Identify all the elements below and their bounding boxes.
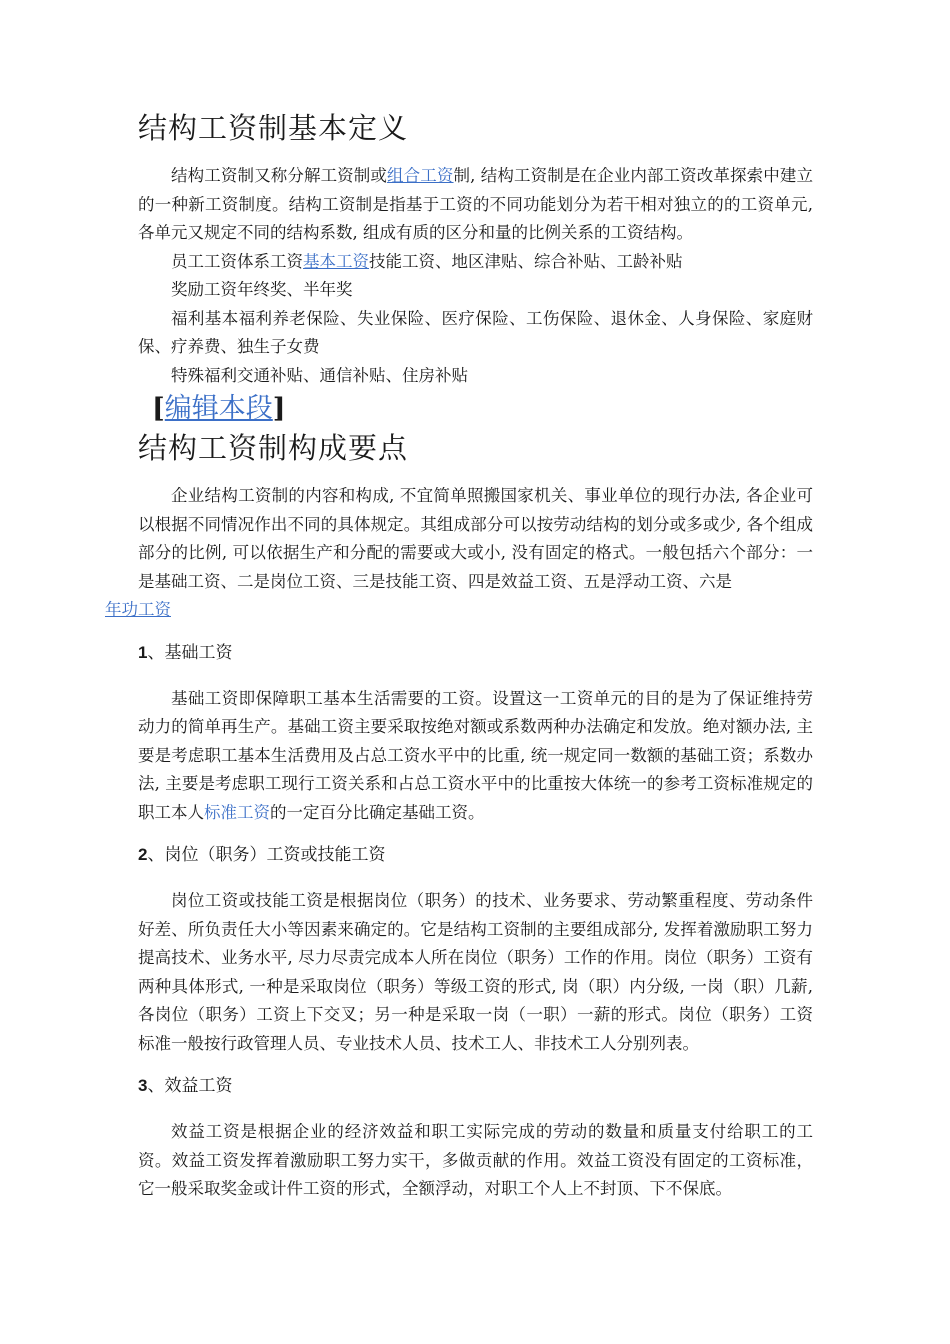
item-number: 2 xyxy=(138,845,148,864)
welfare-paragraph: 福利基本福利养老保险、失业保险、医疗保险、工伤保险、退休金、人身保险、家庭财保、疗养费、独生子女费 xyxy=(138,308,813,356)
link-standard-wage[interactable]: 标准工资 xyxy=(204,802,270,822)
link-seniority-wage[interactable]: 年功工资 xyxy=(105,600,171,619)
subheading-position-wage xyxy=(138,841,813,869)
performance-wage-paragraph: 效益工资是根据企业的经济效益和职工实际完成的劳动的数量和质量支付给职工的工资。效益工资发挥着激励职工努力实干，多做贡献的作用。效益工资没有固定的工资标准，它一般采取奖金或计件工资的形式，全额浮动，对职工个人上不封顶、下不保底。 xyxy=(138,1122,813,1198)
basic-wage-paragraph xyxy=(138,685,813,828)
item-title: 、岗位（职务）工资或技能工资 xyxy=(147,845,386,865)
link-basic-wage[interactable]: 基本工资 xyxy=(303,251,369,271)
subheading-basic-wage xyxy=(138,639,813,667)
section-title-definition: 结构工资制基本定义 xyxy=(138,111,409,145)
link-combined-wage[interactable]: 组合工资 xyxy=(387,166,454,185)
subheading-performance-wage xyxy=(138,1072,813,1100)
item-number: 1 xyxy=(138,642,148,662)
position-wage-paragraph: 岗位工资或技能工资是根据岗位（职务）的技术、业务要求、劳动繁重程度、劳动条件好差、所负责任大小等因素来确定的。它是结构工资制的主要组成部分, 发挥着激励职工努力提高技术、业务水平, 尽力尽责完成本人所在岗位（职务）工作的作用。岗位（职务）工资有两种具体形式, 一种是采取岗位（职务）等级工资的形式, 岗（职）内分级, 一岗（职）几薪, 各岗位（职务）工资上下交叉；另一种是采取一岗（一职）一薪的形式。岗位（职务）工资标准一般按行政管理人员、专业技术人员、技术工人、非技术工人分别列表。 xyxy=(138,891,813,1053)
text-run: 员工工资体系工资 xyxy=(171,251,303,271)
item-title: 、效益工资 xyxy=(147,1076,233,1096)
bracket-open: [ xyxy=(152,393,165,424)
section-title-composition: 结构工资制构成要点 xyxy=(138,431,409,465)
special-welfare-paragraph: 特殊福利交通补贴、通信补贴、住房补贴 xyxy=(171,365,468,385)
edit-section-label[interactable]: 编辑本段 xyxy=(164,393,273,424)
text-run: 制, 结构工资制是在企业内部工资改革探索中建立的一种新工资制度。结构工资制是指基于工资的不同功能划分为若干相对独立的的工资单元, 各单元又规定不同的结构系数, 组成有质的区分和量的比例关系的工资结构。 xyxy=(138,166,814,242)
definition-paragraph xyxy=(138,162,813,248)
text-run: 基础工资即保障职工基本生活需要的工资。设置这一工资单元的目的是为了保证维持劳动力的简单再生产。基础工资主要采取按绝对额或系数两种办法确定和发放。绝对额办法, 主要是考虑职工基本生活费用及占总工资水平中的比重, 统一规定同一数额的基础工资；系数办法, 主要是考虑职工现行工资关系和占总工资水平中的比重按大体统一的参考工资标准规定的职工本人 xyxy=(138,688,813,822)
text-run: 的一定百分比确定基础工资。 xyxy=(270,802,485,822)
text-run: 企业结构工资制的内容和构成, 不宜简单照搬国家机关、事业单位的现行办法, 各企业可以根据不同情况作出不同的具体规定。其组成部分可以按劳动结构的划分或多或少, 各个组成部分的比例, 可以依据生产和分配的需要或大或小, 没有固定的格式。一般包括六个部分：一是基础工资、二是岗位工资、三是技能工资、四是效益工资、五是浮动工资、六是 xyxy=(138,486,813,591)
bracket-close: ] xyxy=(272,393,286,424)
item-title: 、基础工资 xyxy=(147,642,233,663)
text-run: 结构工资制又称分解工资制或 xyxy=(171,166,388,185)
bonus-paragraph: 奖励工资年终奖、半年奖 xyxy=(171,280,353,299)
edit-section-link[interactable] xyxy=(152,390,813,428)
text-run: 技能工资、地区津贴、综合补贴、工龄补贴 xyxy=(369,251,683,271)
document-page xyxy=(105,100,814,1204)
wage-system-paragraph xyxy=(138,248,813,277)
composition-intro-paragraph xyxy=(105,482,813,625)
item-number: 3 xyxy=(138,1076,148,1095)
